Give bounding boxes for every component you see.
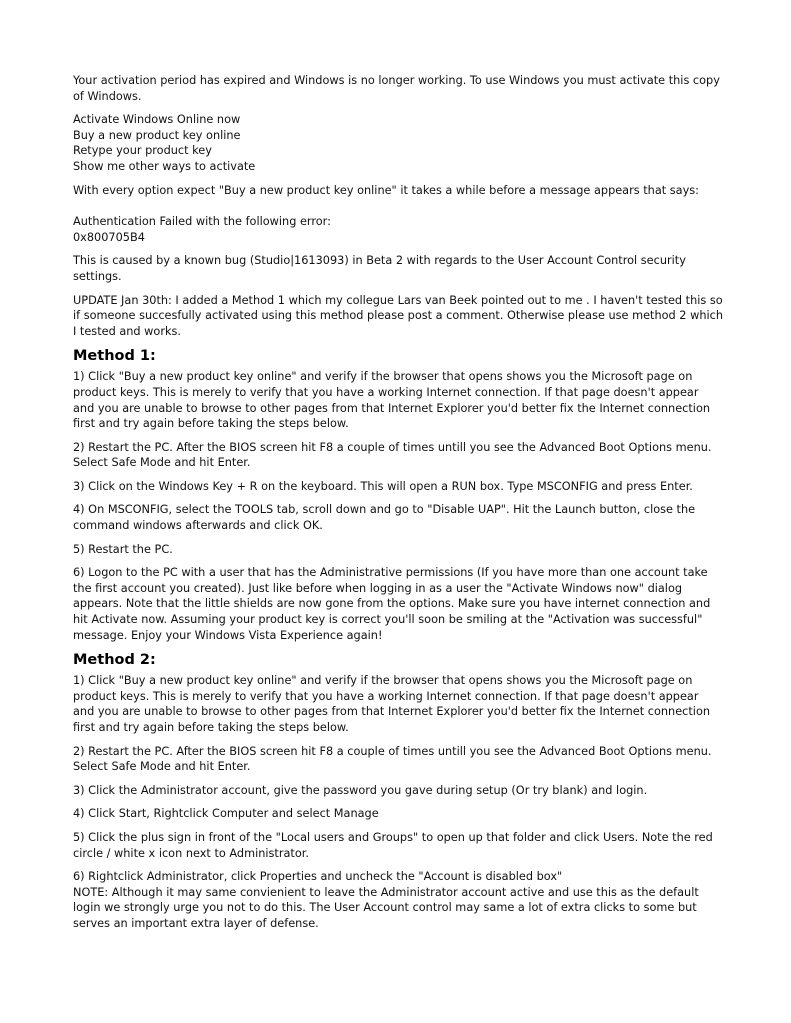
method1-step-3: 3) Click on the Windows Key + R on the keyboard. This will open a RUN box. Type MSCONFIG and press Enter. [73, 479, 693, 493]
activation-options-list [73, 112, 723, 174]
option-buy-key: Buy a new product key online [73, 128, 241, 142]
method2-heading: Method 2: [73, 652, 156, 669]
error-code: 0x800705B4 [73, 230, 145, 244]
document-body [73, 73, 723, 940]
spacer [73, 198, 723, 206]
option-activate-online: Activate Windows Online now [73, 113, 241, 127]
option-note-paragraph: With every option expect "Buy a new product key online" it takes a while before a message appears that says: [73, 183, 699, 197]
method2-step-6 [73, 869, 723, 931]
method1-step-6: 6) Logon to the PC with a user that has the Administrative permissions (If you have more than one account take the first account you created). Just like before when logging in as a user the "Activate Windows now" dialog appears. Note that the little shields are now gone from the options. Make sure you have internet connection and hit Activate now. Assuming your product key is correct you'll soon be smiling at the "Activation was successful" message. Enjoy your Windows Vista Experience again! [73, 566, 711, 642]
cause-paragraph: This is caused by a known bug (Studio|1613093) in Beta 2 with regards to the User Account Control security settings. [73, 254, 686, 283]
method2-step-2: 2) Restart the PC. After the BIOS screen hit F8 a couple of times untill you see the Advanced Boot Options menu. Select Safe Mode and hit Enter. [73, 744, 712, 774]
method2-step-4: 4) Click Start, Rightclick Computer and select Manage [73, 807, 379, 821]
method2-step-5: 5) Click the plus sign in front of the "Local users and Groups" to open up that folder and click Users. Note the red circle / white x icon next to Administrator. [73, 830, 713, 860]
method1-step-2: 2) Restart the PC. After the BIOS screen hit F8 a couple of times untill you see the Advanced Boot Options menu. Select Safe Mode and hit Enter. [73, 440, 712, 470]
intro-paragraph: Your activation period has expired and Windows is no longer working. To use Windows you must activate this copy of Windows. [73, 74, 720, 103]
option-other-ways: Show me other ways to activate [73, 159, 256, 173]
update-paragraph: UPDATE Jan 30th: I added a Method 1 which my collegue Lars van Beek pointed out to me . I haven't tested this so if someone succesfully activated using this method please post a comment. Otherwise please use method 2 which I tested and works. [73, 293, 723, 338]
method2-step-6-text: 6) Rightclick Administrator, click Properties and uncheck the "Account is disabled box" [73, 870, 563, 884]
method2-step-3: 3) Click the Administrator account, give the password you gave during setup (Or try blank) and login. [73, 783, 648, 797]
method1-heading: Method 1: [73, 348, 156, 365]
method1-step-1: 1) Click "Buy a new product key online" and verify if the browser that opens shows you the Microsoft page on product keys. This is merely to verify that you have a working Internet connection. If that page doesn't appear and you are unable to browse to other pages from that Internet Explorer you'd better fix the Internet connection first and try again before taking the steps below. [73, 370, 711, 431]
method2-step-1: 1) Click "Buy a new product key online" and verify if the browser that opens shows you the Microsoft page on product keys. This is merely to verify that you have a working Internet connection. If that page doesn't appear and you are unable to browse to other pages from that Internet Explorer you'd better fix the Internet connection first and try again before taking the steps below. [73, 674, 711, 734]
error-line: Authentication Failed with the following error: [73, 215, 331, 229]
method1-step-4: 4) On MSCONFIG, select the TOOLS tab, scroll down and go to "Disable UAP". Hit the Launch button, close the command windows afterwards and click OK. [73, 503, 696, 533]
method2-note: NOTE: Although it may same convienient to leave the Administrator account active and use this as the default login we strongly urge you not to do this. The User Account control may same a lot of extra clicks to some but serves an important extra layer of defense. [73, 885, 699, 930]
method1-step-5: 5) Restart the PC. [73, 542, 173, 556]
error-message-block [73, 214, 723, 245]
option-retype-key: Retype your product key [73, 144, 212, 158]
